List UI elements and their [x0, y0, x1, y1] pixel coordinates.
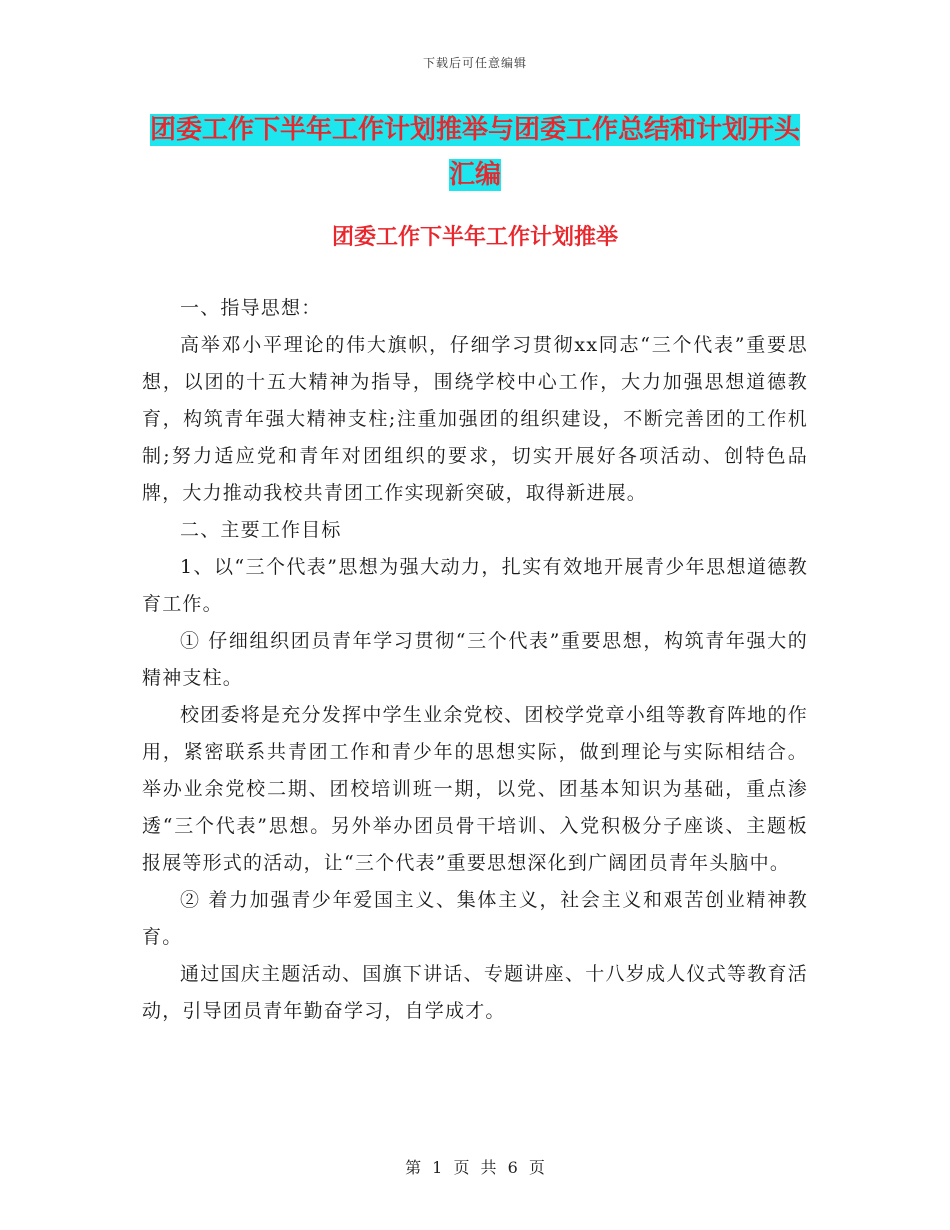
paragraph: ② 着力加强青少年爱国主义、集体主义，社会主义和艰苦创业精神教育。	[142, 889, 808, 948]
paragraph-heading-main-goals: 二、主要工作目标	[180, 519, 342, 541]
paragraph-heading-guiding-thought: 一、指导思想：	[180, 297, 322, 319]
section-title: 团委工作下半年工作计划推举	[331, 224, 618, 250]
document-title-text: 团委工作下半年工作计划推举与团委工作总结和计划开头汇编	[149, 115, 800, 190]
document-title	[142, 108, 808, 198]
paragraph: 1、以“三个代表”思想为强大动力，扎实有效地开展青少年思想道德教育工作。	[142, 556, 808, 615]
paragraph: 通过国庆主题活动、国旗下讲话、专题讲座、十八岁成人仪式等教育活动，引导团员青年勤奋学习，自学成才。	[142, 963, 808, 1022]
paragraph: 校团委将是充分发挥中学生业余党校、团校学党章小组等教育阵地的作用，紧密联系共青团工作和青少年的思想实际，做到理论与实际相结合。举办业余党校二期、团校培训班一期，以党、团基本知识为基础，重点渗透“三个代表”思想。另外举办团员骨干培训、入党积极分子座谈、主题板报展等形式的活动，让“三个代表”重要思想深化到广阔团员青年头脑中。	[142, 704, 808, 874]
page-number-footer: 第 1 页 共 6 页	[405, 1158, 545, 1177]
header-note: 下载后可任意编辑	[422, 56, 527, 70]
paragraph: 高举邓小平理论的伟大旗帜，仔细学习贯彻xx同志“三个代表”重要思想，以团的十五大精神为指导，围绕学校中心工作，大力加强思想道德教育，构筑青年强大精神支柱;注重加强团的组织建设，不断完善团的工作机制;努力适应党和青年对团组织的要求，切实开展好各项活动、创特色品牌，大力推动我校共青团工作实现新突破，取得新进展。	[142, 334, 808, 504]
document-body	[142, 290, 808, 1030]
paragraph: ① 仔细组织团员青年学习贯彻“三个代表”重要思想，构筑青年强大的精神支柱。	[142, 630, 808, 689]
